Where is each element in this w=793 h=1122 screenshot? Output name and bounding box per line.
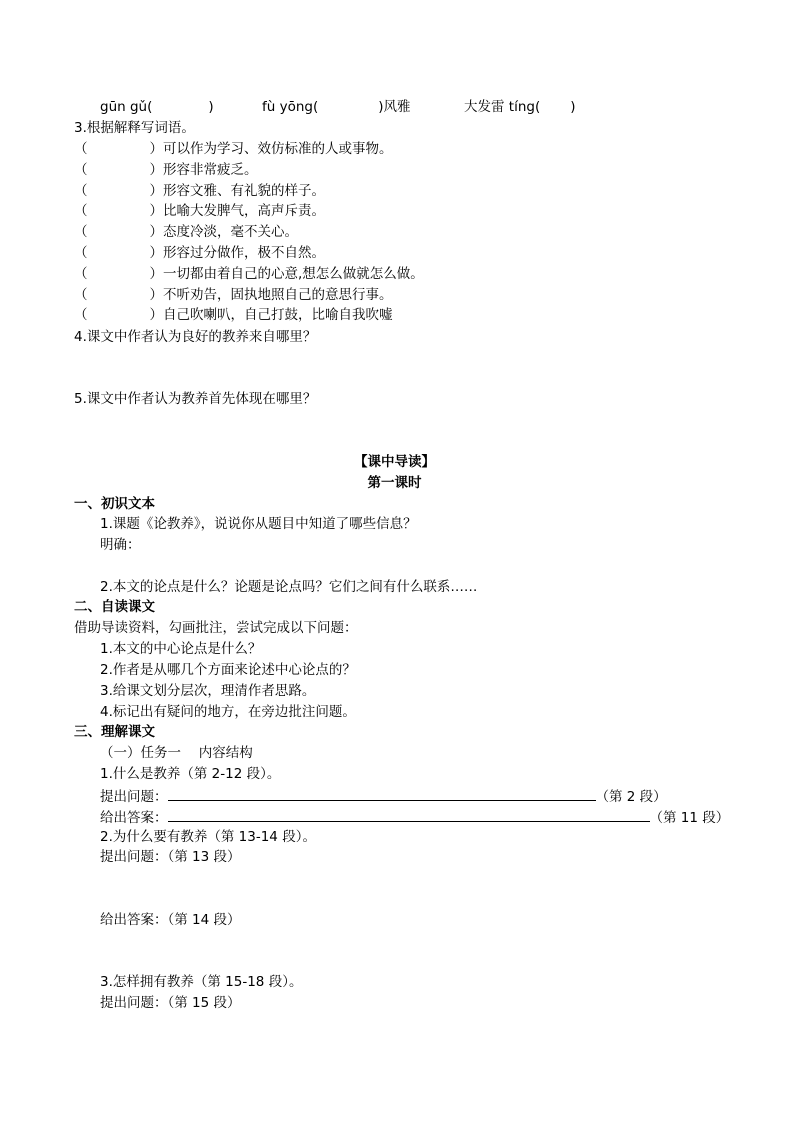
q3-item-close-paren: ）: [149, 203, 163, 220]
q3-item-definition: 不听劝告，固执地照自己的意思行事。: [163, 286, 393, 303]
answer-line[interactable]: [168, 786, 596, 801]
q3-item-close-paren: ）: [149, 182, 163, 199]
q3-item-definition: 形容文雅、有礼貌的样子。: [163, 182, 325, 199]
q3-item-definition: 形容过分做作，极不自然。: [163, 245, 325, 261]
pinyin-row-3: [464, 98, 576, 116]
q3-item-open-paren: （: [74, 307, 88, 324]
part3-s3-title: 3.怎样拥有教养（第 15-18 段）。: [100, 974, 303, 990]
part3-s1-q-label: 提出问题：: [100, 789, 168, 805]
q3-item-open-paren: （: [74, 182, 88, 199]
pinyin-row: [100, 98, 214, 116]
part3-heading: 三、理解课文: [74, 724, 155, 740]
q3-item-definition: 比喻大发脾气，高声斥责。: [163, 203, 325, 220]
part3-s2-question: 提出问题：（第 13 段）: [100, 849, 241, 865]
q3-item-open-paren: （: [74, 286, 88, 303]
section-title: 【课中导读】: [354, 454, 435, 470]
part1-q1: 1.课题《论教养》，说说你从题目中知道了哪些信息？: [100, 516, 417, 532]
part3-s1-a-label: 给出答案：: [100, 810, 168, 826]
q3-item-open-paren: （: [74, 141, 88, 157]
q3-item-definition: 可以作为学习、效仿标准的人或事物。: [163, 141, 393, 157]
q3-item: [74, 161, 258, 179]
q4-question: 4.课文中作者认为良好的教养来自哪里？: [74, 329, 317, 345]
q3-item-open-paren: （: [74, 224, 88, 241]
q3-item: [74, 223, 298, 241]
q3-item-close-paren: ）: [149, 141, 163, 157]
part3-s1-question-row: [100, 786, 667, 806]
part1-heading: 一、初识文本: [74, 496, 155, 512]
q3-item-definition: 自己吹喇叭，自己打鼓，比喻自我吹嘘: [163, 307, 393, 324]
part3-s2-title: 2.为什么要有教养（第 13-14 段）。: [100, 829, 316, 845]
part2-item-1: 1.本文的中心论点是什么？: [100, 641, 262, 657]
part3-s1-a-ref: （第 11 段）: [649, 810, 730, 826]
part2-item-2: 2.作者是从哪几个方面来论述中心论点的？: [100, 662, 356, 678]
q3-item-close-paren: ）: [149, 245, 163, 261]
answer-line[interactable]: [168, 807, 650, 822]
part2-heading: 二、自读课文: [74, 599, 155, 615]
q3-item-open-paren: （: [74, 265, 88, 282]
part3-s1-answer-row: [100, 807, 729, 827]
part2-item-3: 3.给课文划分层次，理清作者思路。: [100, 683, 316, 699]
q3-item: [74, 265, 424, 283]
q3-item-close-paren: ）: [149, 307, 163, 324]
q3-item: [74, 244, 325, 262]
part3-s1-title: 1.什么是教养（第 2-12 段）。: [100, 766, 281, 782]
pinyin-item-1-close: ): [208, 99, 214, 115]
pinyin-item-2-close: )风雅: [378, 99, 411, 115]
q3-item-open-paren: （: [74, 245, 88, 261]
q5-question: 5.课文中作者认为教养首先体现在哪里？: [74, 391, 317, 407]
q3-item-open-paren: （: [74, 161, 88, 178]
q3-item-definition: 形容非常疲乏。: [163, 161, 258, 178]
q3-title: 3.根据解释写词语。: [74, 120, 195, 136]
pinyin-item-3-close: ): [570, 99, 576, 115]
q3-item: [74, 286, 393, 304]
pinyin-item-1: gūn gǔ(: [100, 99, 153, 115]
q3-item-close-paren: ）: [149, 286, 163, 303]
pinyin-row-2: [262, 98, 411, 116]
q3-item: [74, 202, 325, 220]
q3-item: [74, 140, 393, 158]
q3-item-definition: 一切都由着自己的心意,想怎么做就怎么做。: [163, 265, 424, 282]
q3-item: [74, 182, 325, 200]
q3-item-close-paren: ）: [149, 161, 163, 178]
part3-s2-answer: 给出答案：（第 14 段）: [100, 912, 241, 928]
q3-item-close-paren: ）: [149, 224, 163, 241]
q3-item-open-paren: （: [74, 203, 88, 220]
part1-q2: 2.本文的论点是什么？论题是论点吗？它们之间有什么联系……: [100, 579, 478, 595]
q3-item-close-paren: ）: [149, 265, 163, 282]
part1-answer-label: 明确：: [100, 537, 141, 553]
q3-item-definition: 态度冷淡，毫不关心。: [163, 224, 298, 241]
pinyin-item-2: fù yōng(: [262, 99, 319, 115]
lesson-title: 第一课时: [367, 475, 422, 491]
q3-item: [74, 306, 393, 324]
part2-intro: 借助导读资料，勾画批注，尝试完成以下问题：: [74, 620, 358, 636]
part3-s3-question: 提出问题：（第 15 段）: [100, 995, 241, 1011]
part3-s1-q-ref: （第 2 段）: [595, 789, 667, 805]
part3-task: （一）任务一 内容结构: [100, 745, 253, 761]
pinyin-item-3: 大发雷 tíng(: [464, 99, 541, 115]
part2-item-4: 4.标记出有疑问的地方，在旁边批注问题。: [100, 704, 356, 720]
